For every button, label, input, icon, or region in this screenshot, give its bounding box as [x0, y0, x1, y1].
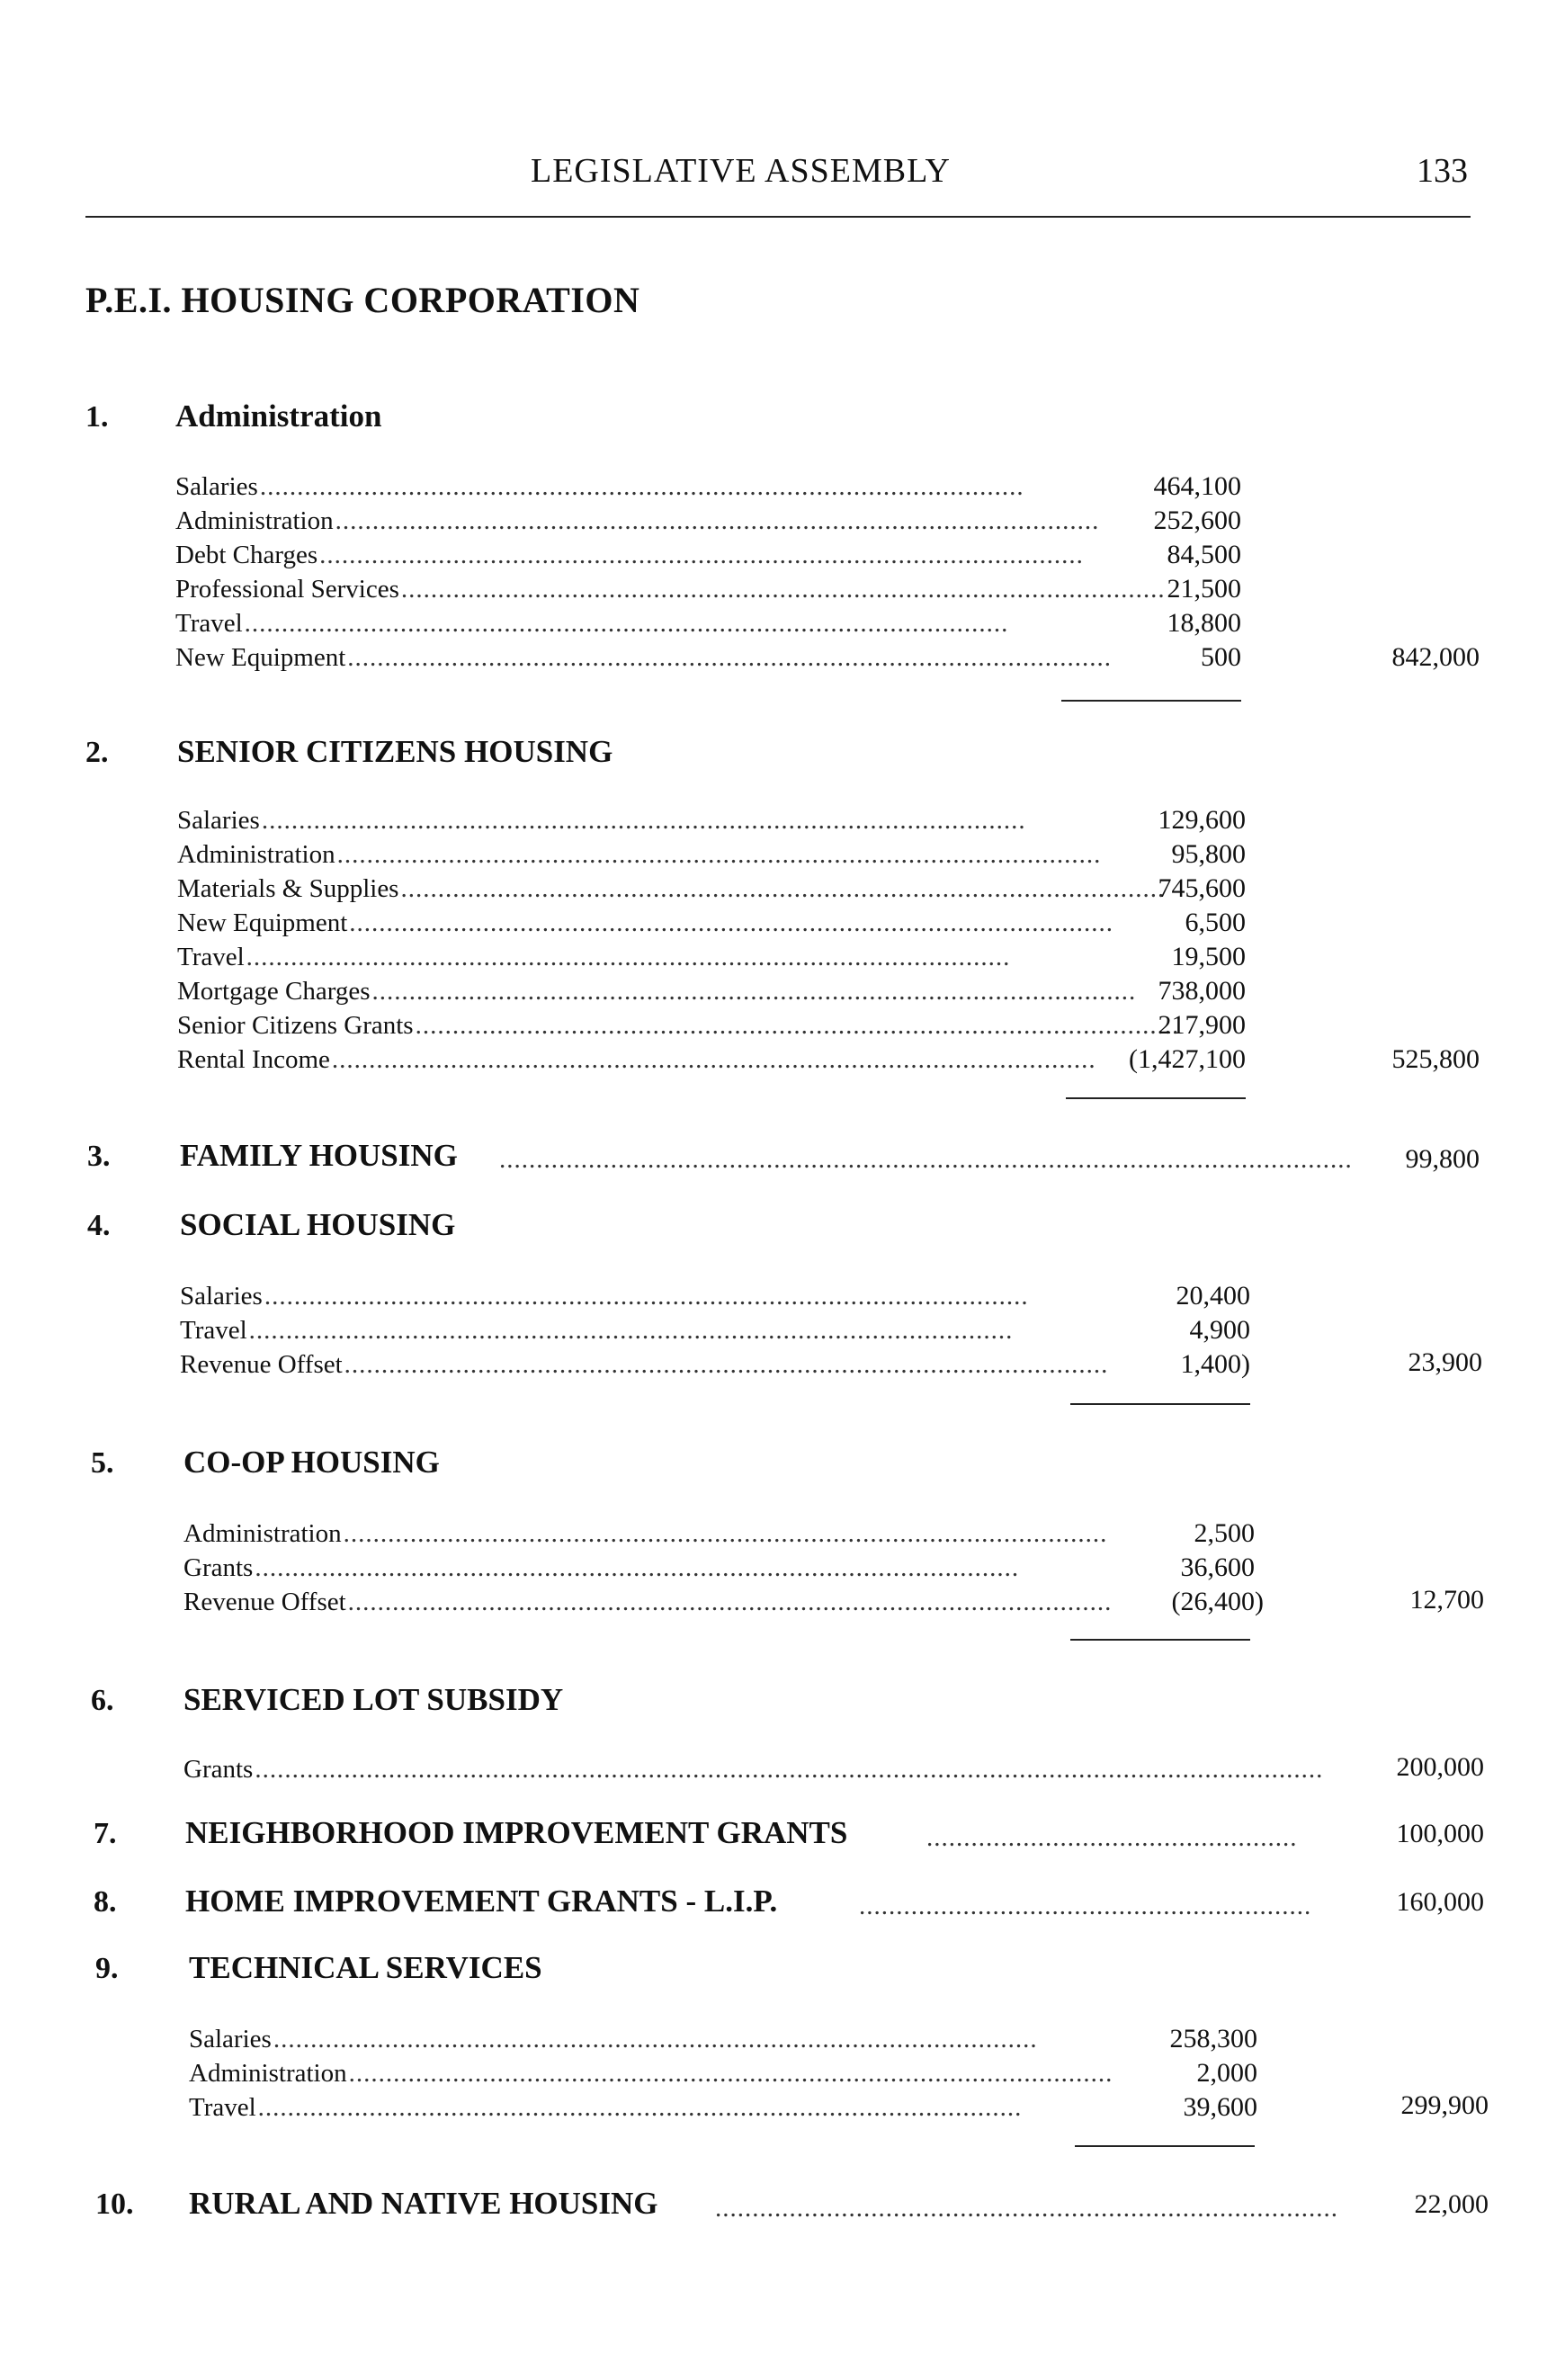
- line-label: Administration: [175, 506, 334, 535]
- line-amount: 2,500: [1194, 1518, 1255, 1548]
- line-amount: 258,300: [1169, 2024, 1257, 2053]
- line-label: Travel: [177, 943, 245, 971]
- section-number: 6.: [91, 1684, 114, 1717]
- line-item: Travel.......................................................................................................: [177, 940, 1003, 974]
- running-head-title: LEGISLATIVE ASSEMBLY: [531, 152, 951, 190]
- section-number: 5.: [91, 1446, 114, 1480]
- line-item: Administration.......................................................................................................: [175, 504, 998, 538]
- running-head: [0, 151, 1565, 196]
- section-title: SERVICED LOT SUBSIDY: [183, 1682, 564, 1717]
- section-title: Administration: [175, 398, 382, 434]
- subtotal-rule: [1075, 2145, 1255, 2147]
- line-amount: 200,000: [1396, 1752, 1484, 1782]
- line-label: Administration: [189, 2059, 347, 2088]
- line-label: Salaries: [175, 472, 258, 501]
- line-item: Salaries.......................................................................................................: [175, 470, 998, 504]
- line-item: Travel.......................................................................................................: [189, 2090, 1016, 2125]
- line-amount: 738,000: [1158, 976, 1246, 1006]
- line-item: Materials & Supplies.......................................................................................................: [177, 872, 1003, 906]
- line-amount: 84,500: [1167, 540, 1241, 569]
- line-amount: 36,600: [1180, 1552, 1255, 1582]
- leader-dots: ..................................................: [926, 1823, 1298, 1852]
- section-number: 1.: [85, 400, 109, 434]
- line-label: Travel: [180, 1316, 247, 1345]
- section-total: 525,800: [1391, 1044, 1480, 1074]
- line-item: Revenue Offset.......................................................................................................: [180, 1347, 1007, 1382]
- section-title: TECHNICAL SERVICES: [189, 1950, 542, 1985]
- section-number: 4.: [87, 1209, 111, 1242]
- line-item: Administration.......................................................................................................: [189, 2056, 1016, 2090]
- line-amount: 19,500: [1171, 942, 1246, 971]
- line-label: Grants: [183, 1553, 254, 1582]
- line-item: Travel.......................................................................................................: [175, 606, 998, 640]
- line-label: Mortgage Charges: [177, 977, 371, 1006]
- line-item: Professional Services.......................................................................................................: [175, 572, 998, 606]
- section-total: 842,000: [1391, 642, 1480, 672]
- line-amount: 1,400): [1180, 1349, 1250, 1379]
- line-label: Travel: [175, 609, 243, 638]
- line-label: Travel: [189, 2093, 256, 2122]
- header-rule: [85, 216, 1471, 218]
- line-item: Revenue Offset.......................................................................................................: [183, 1585, 1011, 1619]
- section-total: 12,700: [1409, 1585, 1484, 1615]
- line-label: Professional Services: [175, 575, 399, 604]
- line-label: Rental Income: [177, 1045, 330, 1074]
- line-label: New Equipment: [177, 908, 348, 937]
- subtotal-rule: [1061, 700, 1241, 702]
- line-label: Grants: [183, 1755, 254, 1784]
- line-label: New Equipment: [175, 643, 346, 672]
- line-item: Administration.......................................................................................................: [183, 1517, 1011, 1551]
- page-number: 133: [1417, 152, 1468, 190]
- line-item: Travel.......................................................................................................: [180, 1313, 1007, 1347]
- section-number: 7.: [94, 1817, 117, 1850]
- subtotal-rule: [1070, 1403, 1250, 1405]
- line-item: New Equipment.......................................................................................................: [177, 906, 1003, 940]
- section-number: 8.: [94, 1885, 117, 1919]
- section-number: 9.: [95, 1952, 119, 1985]
- line-item: Salaries.......................................................................................................: [180, 1279, 1007, 1313]
- section-title: SENIOR CITIZENS HOUSING: [177, 734, 613, 769]
- line-amount: (1,427,100: [1129, 1044, 1246, 1074]
- line-label: Salaries: [177, 806, 260, 835]
- line-item: Grants.......................................................................................................: [183, 1551, 1011, 1585]
- leader-dots: ....................................................................................: [715, 2194, 1338, 2223]
- line-amount: 95,800: [1171, 839, 1246, 869]
- line-amount: (26,400): [1171, 1587, 1264, 1616]
- line-item: New Equipment.......................................................................................................: [175, 640, 998, 675]
- line-amount: 500: [1201, 642, 1241, 672]
- section-total: 299,900: [1400, 2090, 1489, 2120]
- line-amount: 252,600: [1153, 506, 1241, 535]
- line-amount: 21,500: [1167, 574, 1241, 604]
- leader-dots: .............................................................: [859, 1892, 1312, 1920]
- line-label: Debt Charges: [175, 541, 318, 569]
- line-amount: 4,900: [1189, 1315, 1250, 1345]
- line-amount: 129,600: [1158, 805, 1246, 835]
- line-label: Salaries: [189, 2025, 272, 2053]
- line-item: Rental Income.......................................................................................................: [177, 1042, 1003, 1077]
- section-title: SOCIAL HOUSING: [180, 1207, 456, 1242]
- line-label: Administration: [183, 1519, 342, 1548]
- line-item: Salaries.......................................................................................................: [177, 803, 1003, 837]
- section-total: 22,000: [1414, 2189, 1489, 2219]
- line-item: Mortgage Charges.......................................................................................................: [177, 974, 1003, 1008]
- line-label: Revenue Offset: [180, 1350, 343, 1379]
- section-title: NEIGHBORHOOD IMPROVEMENT GRANTS: [185, 1815, 848, 1850]
- corporation-title: P.E.I. HOUSING CORPORATION: [85, 280, 640, 320]
- section-title: HOME IMPROVEMENT GRANTS - L.I.P.: [185, 1883, 778, 1919]
- line-item: Salaries.......................................................................................................: [189, 2022, 1016, 2056]
- line-amount: 20,400: [1176, 1281, 1250, 1311]
- line-label: Salaries: [180, 1282, 263, 1311]
- line-amount: 464,100: [1153, 471, 1241, 501]
- section-title: RURAL AND NATIVE HOUSING: [189, 2186, 658, 2221]
- section-title: FAMILY HOUSING: [180, 1138, 458, 1173]
- line-label: Materials & Supplies: [177, 874, 399, 903]
- subtotal-rule: [1066, 1097, 1246, 1099]
- line-amount: 217,900: [1158, 1010, 1246, 1040]
- section-number: 2.: [85, 736, 109, 769]
- line-amount: 745,600: [1158, 873, 1246, 903]
- section-title: CO-OP HOUSING: [183, 1445, 440, 1480]
- section-number: 10.: [95, 2188, 134, 2221]
- line-amount: 39,600: [1183, 2092, 1257, 2122]
- line-label: Revenue Offset: [183, 1588, 346, 1616]
- line-amount: 6,500: [1185, 908, 1246, 937]
- line-item: Debt Charges.......................................................................................................: [175, 538, 998, 572]
- section-total: 160,000: [1396, 1887, 1484, 1917]
- section-total: 99,800: [1405, 1144, 1480, 1174]
- line-amount: 2,000: [1196, 2058, 1257, 2088]
- section-total: 100,000: [1396, 1819, 1484, 1848]
- line-amount: 18,800: [1167, 608, 1241, 638]
- subtotal-rule: [1070, 1639, 1250, 1641]
- leader-dots: ...................................................................................................................: [499, 1145, 1353, 1174]
- line-item: Grants................................................................................................................................................: [183, 1752, 1254, 1786]
- line-item: Senior Citizens Grants.......................................................................................................: [177, 1008, 1003, 1042]
- line-label: Administration: [177, 840, 335, 869]
- section-total: 23,900: [1408, 1347, 1482, 1377]
- section-number: 3.: [87, 1140, 111, 1173]
- line-label: Senior Citizens Grants: [177, 1011, 414, 1040]
- line-item: Administration.......................................................................................................: [177, 837, 1003, 872]
